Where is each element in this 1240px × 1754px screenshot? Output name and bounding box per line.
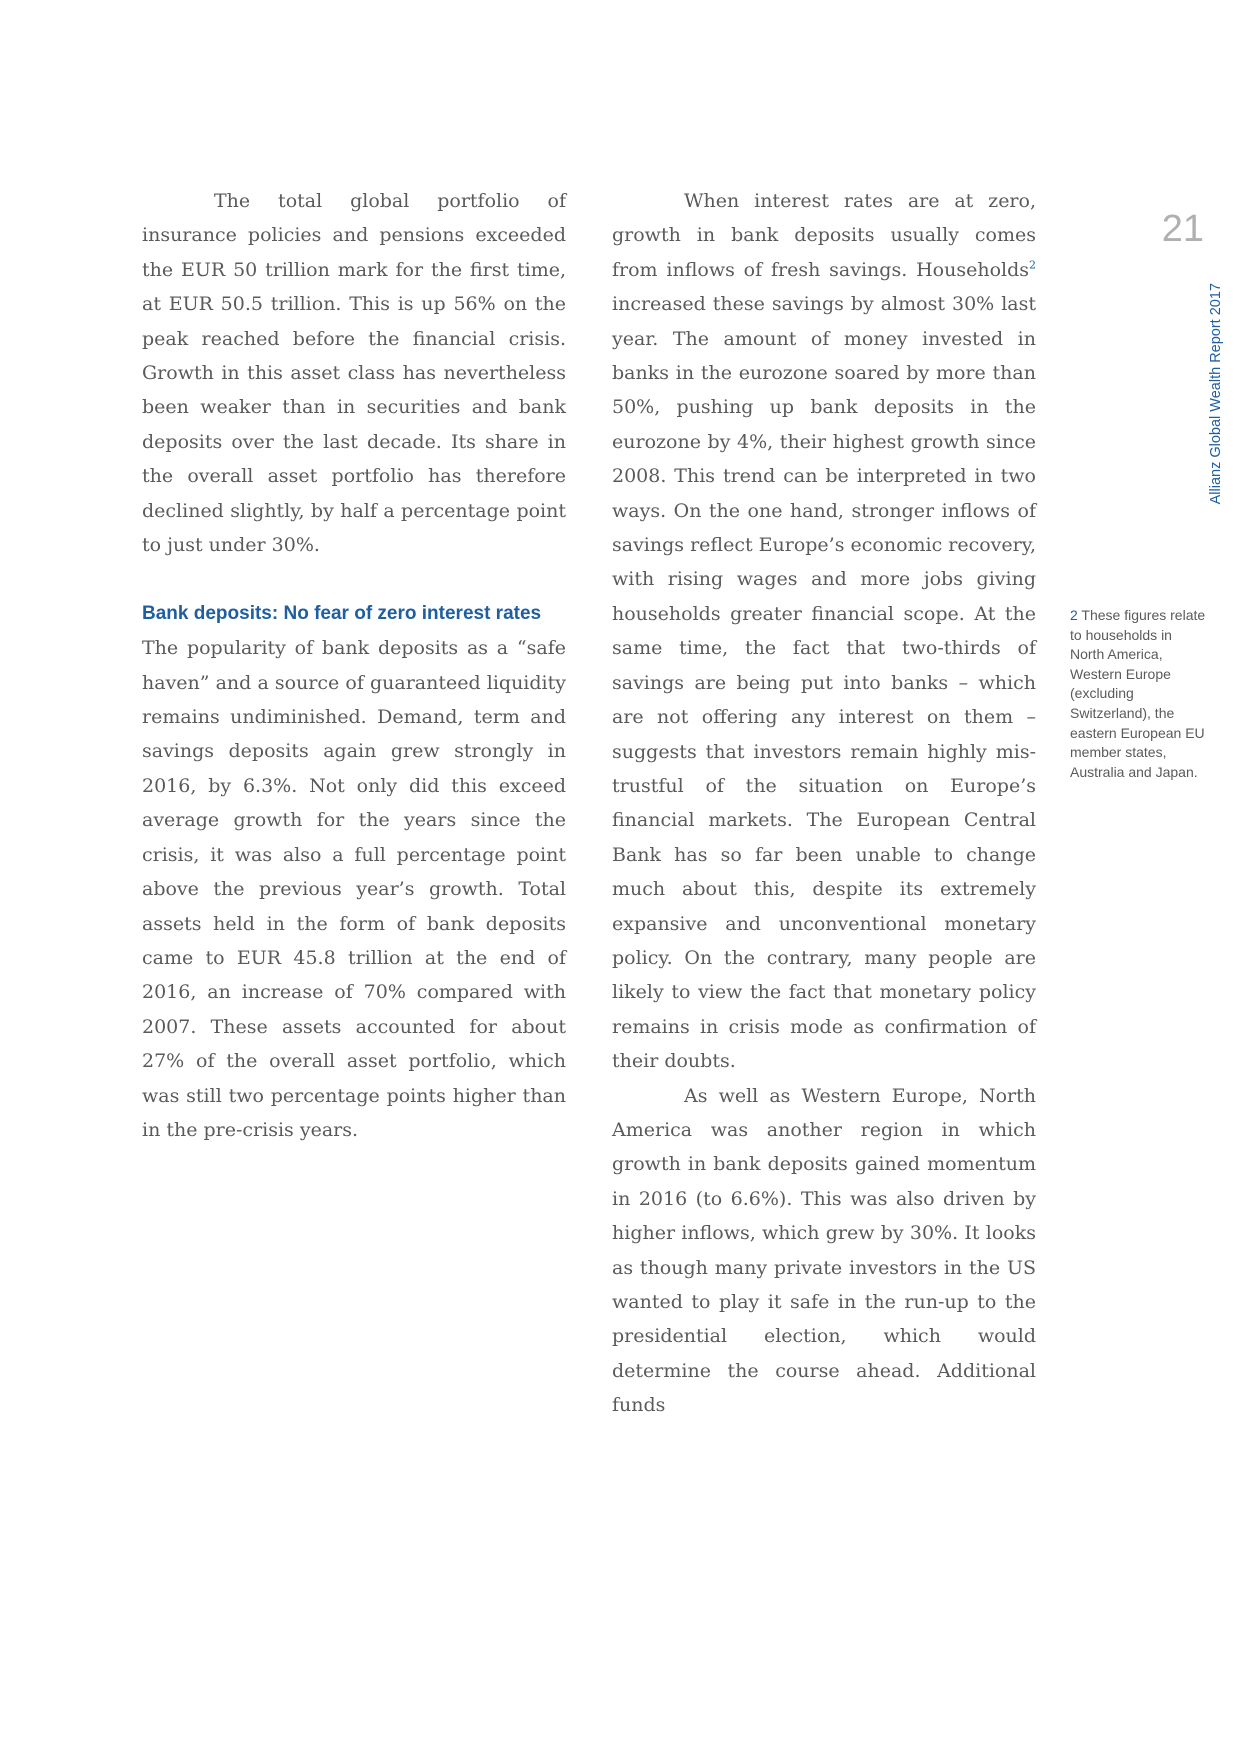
page-number: 21 — [1161, 208, 1204, 250]
running-title: Allianz Global Wealth Report 2017 — [1208, 283, 1224, 505]
footnote-reference[interactable]: 2 — [1029, 258, 1036, 272]
body-paragraph: The popularity of bank deposits as a “safe haven” and a source of guaranteed liquidity remains undiminished. Demand, term and savings deposits again grew strongly in 2016, by 6.3%. Not only did this exceed average growth for the years since the crisis, it was also a full percentage point above the previous year’s growth. Total assets held in the form of bank deposits came to EUR 45.8 trillion at the end of 2016, an increase of 70% compared with 2007. These assets accounted for about 27% of the overall asset portfolio, which was still two percentage points higher than in the pre-crisis years. — [142, 637, 566, 1141]
body-text: When interest rates are at zero, growth in bank deposits usually comes from inflows of fresh savings. Households — [612, 190, 1036, 281]
body-paragraph: As well as Western Europe, North America was another region in which growth in bank deposits gained momentum in 2016 (to 6.6%). This was also driven by higher inflows, which grew by 30%. It looks as though many private investors in the US wanted to play it safe in the run-up to the presidential election, which would determine the course ahead. Additional funds — [612, 1084, 1036, 1417]
section-subheading: Bank deposits: No fear of zero interest rates — [142, 602, 542, 624]
left-column — [142, 184, 566, 1147]
footnote-text: These figures relate to households in North America, Western Europe (excluding Switzerland), the eastern European EU member states, Australia and Japan. — [1070, 607, 1206, 780]
body-text: increased these savings by almost 30% last year. The amount of money invested in banks in the eurozone soared by more than 50%, pushing up bank deposits in the eurozone by 4%, their highest growth since 2008. This trend can be interpreted in two ways. On the one hand, stronger inflows of savings reflect Europe’s economic recovery, with rising wages and more jobs giving households greater financial scope. At the same time, the fact that two-thirds of savings are being put into banks – which are not offering any interest on them – suggests that investors remain highly mistrustful of the situation on Europe’s financial markets. The European Central Bank has so far been unable to change much about this, despite its extremely expansive and unconventional monetary policy. On the contrary, many people are likely to view the fact that monetary policy remains in crisis mode as confirmation of their doubts. — [612, 293, 1036, 1073]
body-paragraph: The total global portfolio of insurance policies and pensions exceeded the EUR 50 trillion mark for the first time, at EUR 50.5 trillion. This is up 56% on the peak reached before the financial crisis. Growth in this asset class has nevertheless been weaker than in securities and bank deposits over the last decade. Its share in the overall asset portfolio has therefore declined slightly, by half a percentage point to just under 30%. — [142, 190, 566, 557]
footnote-number: 2 — [1070, 607, 1078, 623]
right-column — [612, 184, 1036, 1423]
body-paragraph — [612, 184, 1036, 1079]
footnote — [1070, 606, 1206, 782]
